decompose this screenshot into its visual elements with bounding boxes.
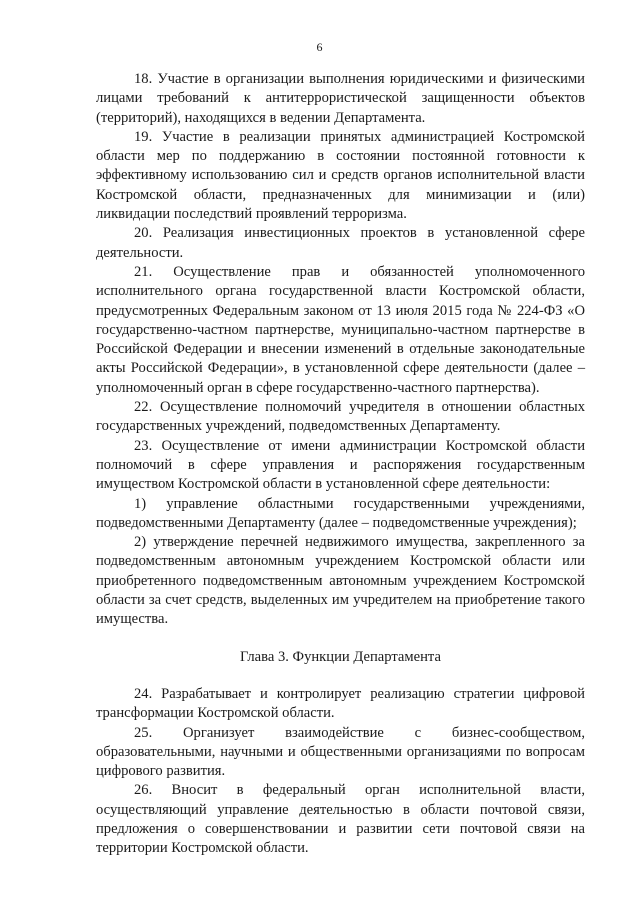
paragraph-24: 24. Разрабатывает и контролирует реализацию стратегии цифровой трансформации Костромской области. [96,685,585,722]
paragraph-23-item-1: 1) управление областными государственными учреждениями, подведомственными Департаменту (далее – подведомственные учреждения); [96,495,585,531]
paragraph-23-item-2: 2) утверждение перечней недвижимого имущества, закрепленного за подведомственным автономным учреждением Костромской области или приобретенного подведомственным автономным учреждением Костромской области за счет средств, выделенных им учредителем на приобретение такого имущества. [96,534,585,628]
paragraph-26: 26. Вносит в федеральный орган исполнительной власти, осуществляющий управление деятельностью в области почтовой связи, предложения о совершенствовании и развитии сети почтовой связи на территории Костромской области. [96,782,585,857]
page-number: 6 [316,40,323,54]
paragraph-22: 22. Осуществление полномочий учредителя в отношении областных государственных учреждений, подведомственных Департаменту. [96,399,585,435]
paragraph-19: 19. Участие в реализации принятых администрацией Костромской области мер по поддержанию в состоянии постоянной готовности к эффективному использованию сил и средств органов исполнительной власти Костромской области, предназначенных для минимизации и (или) ликвидации последствий проявлений терроризма. [96,128,585,223]
chapter-title: Глава 3. Функции Департамента [240,648,441,665]
paragraph-18: 18. Участие в организации выполнения юридическими и физическими лицами требований к антитеррористической защищенности объектов (территорий), находящихся в ведении Департамента. [96,71,585,126]
paragraph-23: 23. Осуществление от имени администрации Костромской области полномочий в сфере управления и распоряжения государственным имуществом Костромской области в установленной сфере деятельности: [96,437,585,493]
paragraph-25: 25. Организует взаимодействие с бизнес-сообществом, образовательными, научными и общественными организациями по вопросам цифрового развития. [96,724,585,780]
paragraph-20: 20. Реализация инвестиционных проектов в установленной сфере деятельности. [96,225,585,261]
paragraph-21: 21. Осуществление прав и обязанностей уполномоченного исполнительного органа государственной власти Костромской области, предусмотренных Федеральным законом от 13 июля 2015 года № 224-ФЗ «О государственно-частном партнерстве, муниципально-частном партнерстве в Российской Федерации и внесении изменений в отдельные законодательные акты Российской Федерации», в установленной сфере деятельности (далее – уполномоченный орган в сфере государственно-частного партнерства). [96,263,585,396]
document-body [96,70,585,859]
